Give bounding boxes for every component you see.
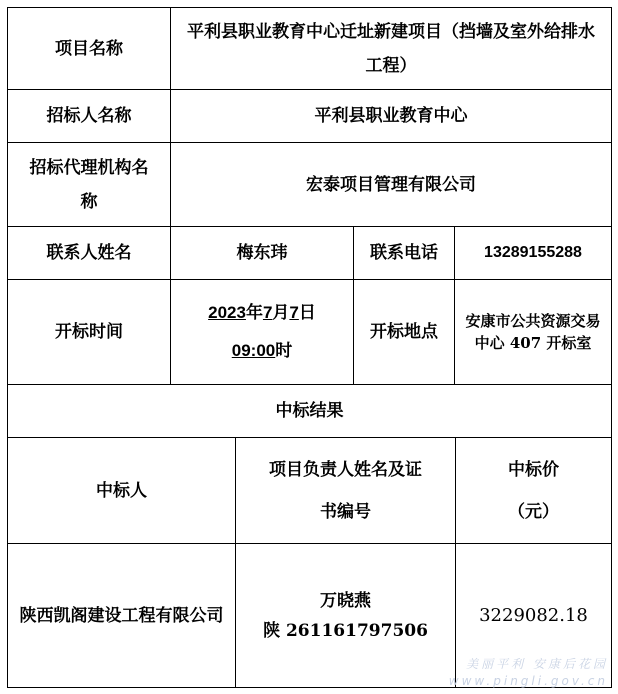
opening-place-value: 安康市公共资源交易中心 407 开标室 [465,312,601,352]
result-title: 中标结果 [275,401,344,421]
winner-value: 陕西凯阁建设工程有限公司 [19,605,224,626]
site-watermark-slogan: 美丽平利 安康后花园 [466,657,608,671]
manager-name: 万晓燕 [320,590,371,611]
clock-unit: 时 [275,341,293,361]
agency-label: 招标代理机构名称 [29,157,149,212]
price-value: 3229082.18 [479,604,588,626]
day-unit: 日 [298,303,316,323]
tenderer-value: 平利县职业教育中心 [314,106,468,126]
opening-hour: 09:00 [231,341,276,360]
manager-value [236,544,455,687]
opening-place-label: 开标地点 [370,322,438,342]
opening-time-label: 开标时间 [55,322,123,342]
opening-day: 7 [289,303,299,322]
bid-result-table [7,7,612,688]
project-name-label: 项目名称 [55,38,123,59]
price-header: 中标价（元） [508,459,559,522]
month-unit: 月 [272,303,290,323]
phone-value: 13289155288 [484,244,582,261]
winner-header: 中标人 [96,480,147,501]
opening-clock [232,332,292,370]
project-name-value: 平利县职业教育中心迁址新建项目（挡墙及室外给排水工程） [187,21,595,76]
manager-header: 项目负责人姓名及证书编号 [269,459,422,522]
year-unit: 年 [245,303,263,323]
agency-value: 宏泰项目管理有限公司 [306,174,476,195]
site-watermark-url: www.pingli.gov.cn [448,674,608,688]
opening-month: 7 [262,303,273,322]
opening-date [208,294,316,332]
contact-name: 梅东玮 [236,243,288,263]
phone-label: 联系电话 [370,243,438,263]
contact-label: 联系人姓名 [46,243,132,263]
opening-year: 2023 [208,303,246,322]
opening-time-value [171,280,353,384]
manager-cert: 陕 261161797506 [263,620,428,641]
tenderer-label: 招标人名称 [46,106,132,126]
